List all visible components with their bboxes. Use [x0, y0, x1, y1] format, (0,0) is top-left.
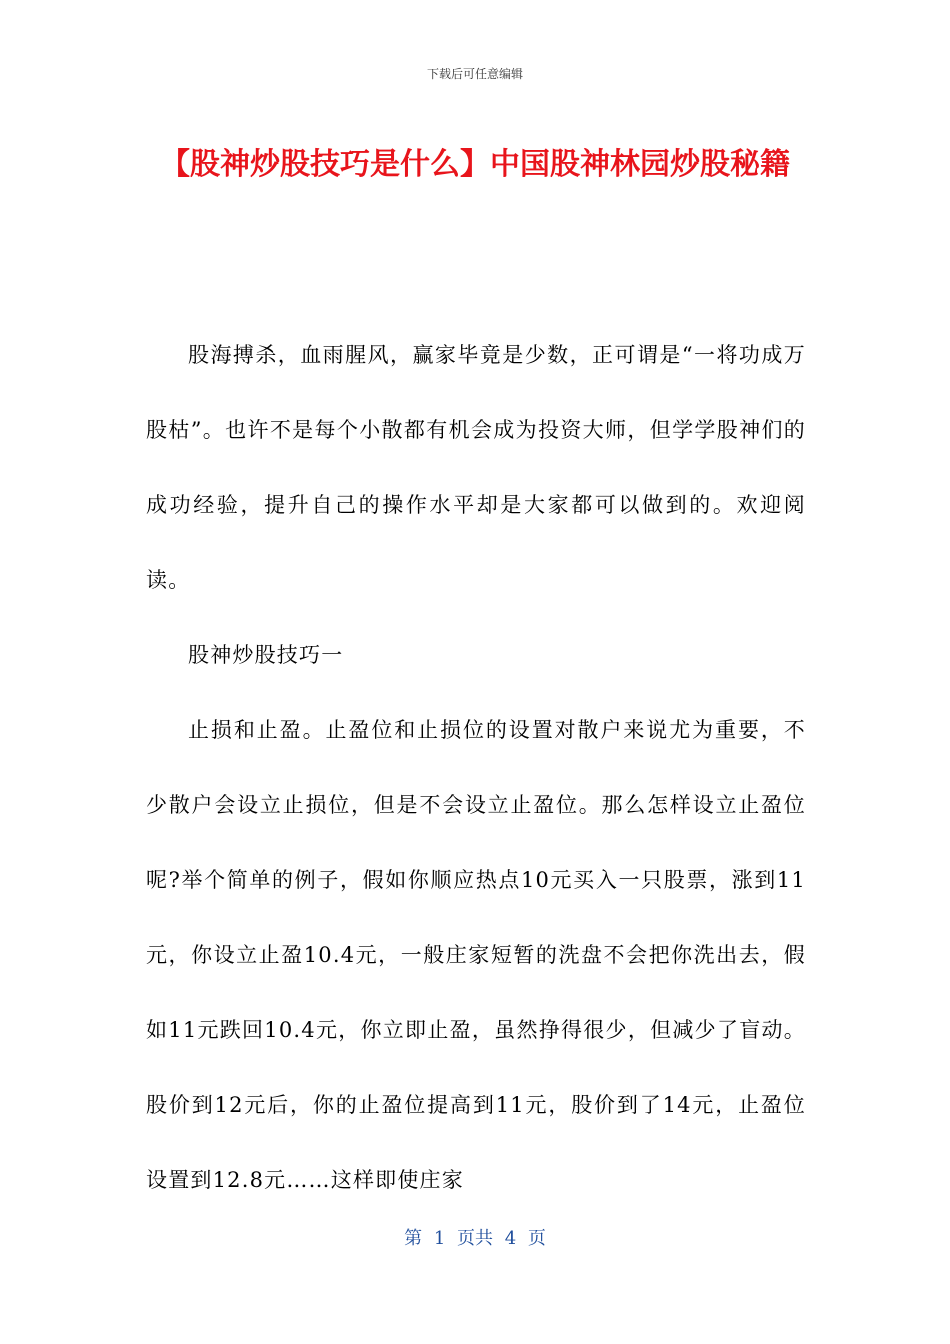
- page-number-footer: 第 1 页共 4 页: [404, 1228, 546, 1249]
- paragraph-stop-loss: 止损和止盈。止盈位和止损位的设置对散户来说尤为重要，不少散户会设立止损位，但是不会设立止盈位。那么怎样设立止盈位呢?举个简单的例子，假如你顺应热点10元买入一只股票，涨到11元，你设立止盈10.4元，一般庄家短暂的洗盘不会把你洗出去，假如11元跌回10.4元，你立即止盈，虽然挣得很少，但减少了盲动。股价到12元后，你的止盈位提高到11元，股价到了14元，止盈位设置到12.8元……这样即使庄家: [146, 718, 806, 1192]
- page-header-note: 下载后可任意编辑: [426, 67, 523, 81]
- paragraph-intro: 股海搏杀，血雨腥风，赢家毕竟是少数，正可谓是“一将功成万股枯”。也许不是每个小散都有机会成为投资大师，但学学股神们的成功经验，提升自己的操作水平却是大家都可以做到的。欢迎阅读。: [146, 343, 806, 592]
- section-heading: 股神炒股技巧一: [188, 643, 344, 667]
- document-body: [146, 318, 806, 1218]
- document-title: 【股神炒股技巧是什么】中国股神林园炒股秘籍: [160, 147, 790, 182]
